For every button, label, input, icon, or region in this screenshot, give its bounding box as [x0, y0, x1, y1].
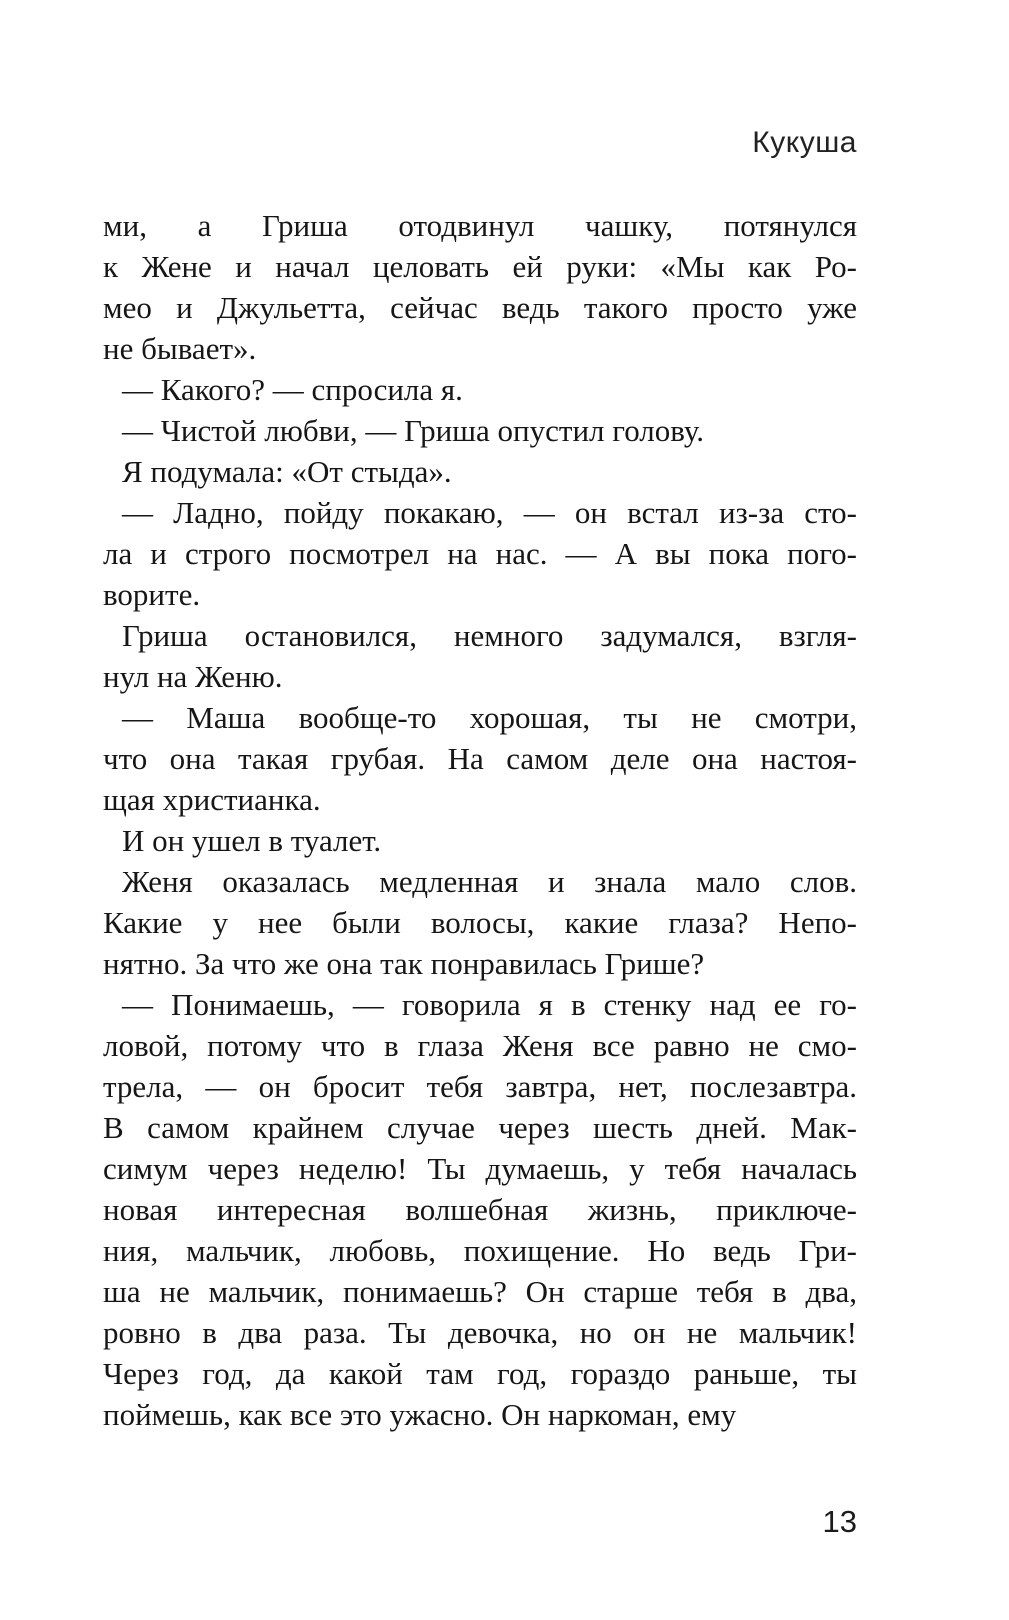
text-line: нятно. За что же она так понравилась Грише?	[103, 946, 705, 981]
text-line: Какие у нее были волосы, какие глаза? Непо-	[103, 905, 857, 940]
text-line: В самом крайнем случае через шесть дней. Мак-	[103, 1110, 857, 1145]
text-line: что она такая грубая. На самом деле она настоя-	[103, 741, 857, 776]
running-head: Кукуша	[752, 126, 857, 159]
text-line: новая интересная волшебная жизнь, приключе-	[103, 1192, 857, 1227]
text-line: Через год, да какой там год, гораздо раньше, ты	[103, 1356, 857, 1391]
text-line: ла и строго посмотрел на нас. — А вы пока пого-	[103, 536, 857, 571]
text-line: щая христианка.	[103, 782, 321, 817]
page-number: 13	[822, 1504, 857, 1539]
text-line: — Понимаешь, — говорила я в стенку над ее го-	[122, 987, 857, 1022]
text-line: ша не мальчик, понимаешь? Он старше тебя в два,	[103, 1274, 857, 1309]
text-line: — Чистой любви, — Гриша опустил голову.	[122, 413, 704, 448]
text-line: к Жене и начал целовать ей руки: «Мы как Ро-	[103, 249, 857, 284]
text-line: симум через неделю! Ты думаешь, у тебя началась	[103, 1151, 857, 1186]
text-line: ворите.	[103, 577, 201, 612]
text-line: И он ушел в туалет.	[122, 823, 382, 858]
text-block	[103, 205, 857, 1435]
text-line: не бывает».	[103, 331, 257, 366]
text-line: Женя оказалась медленная и знала мало слов.	[122, 864, 857, 899]
text-line: ловой, потому что в глаза Женя все равно не смо-	[103, 1028, 857, 1063]
text-line: трела, — он бросит тебя завтра, нет, послезавтра.	[103, 1069, 857, 1104]
text-line: — Ладно, пойду покакаю, — он встал из-за сто-	[122, 495, 857, 530]
text-line: Гриша остановился, немного задумался, взгля-	[122, 618, 857, 653]
text-line: нул на Женю.	[103, 659, 283, 694]
text-line: мео и Джульетта, сейчас ведь такого просто уже	[103, 290, 857, 325]
text-line: поймешь, как все это ужасно. Он наркоман, ему	[103, 1397, 737, 1432]
text-line: — Маша вообще-то хорошая, ты не смотри,	[122, 700, 857, 735]
text-line: ми, а Гриша отодвинул чашку, потянулся	[103, 208, 857, 243]
text-line: Я подумала: «От стыда».	[122, 454, 452, 489]
text-line: ния, мальчик, любовь, похищение. Но ведь Гри-	[103, 1233, 857, 1268]
text-line: ровно в два раза. Ты девочка, но он не мальчик!	[103, 1315, 857, 1350]
text-line: — Какого? — спросила я.	[122, 372, 463, 407]
